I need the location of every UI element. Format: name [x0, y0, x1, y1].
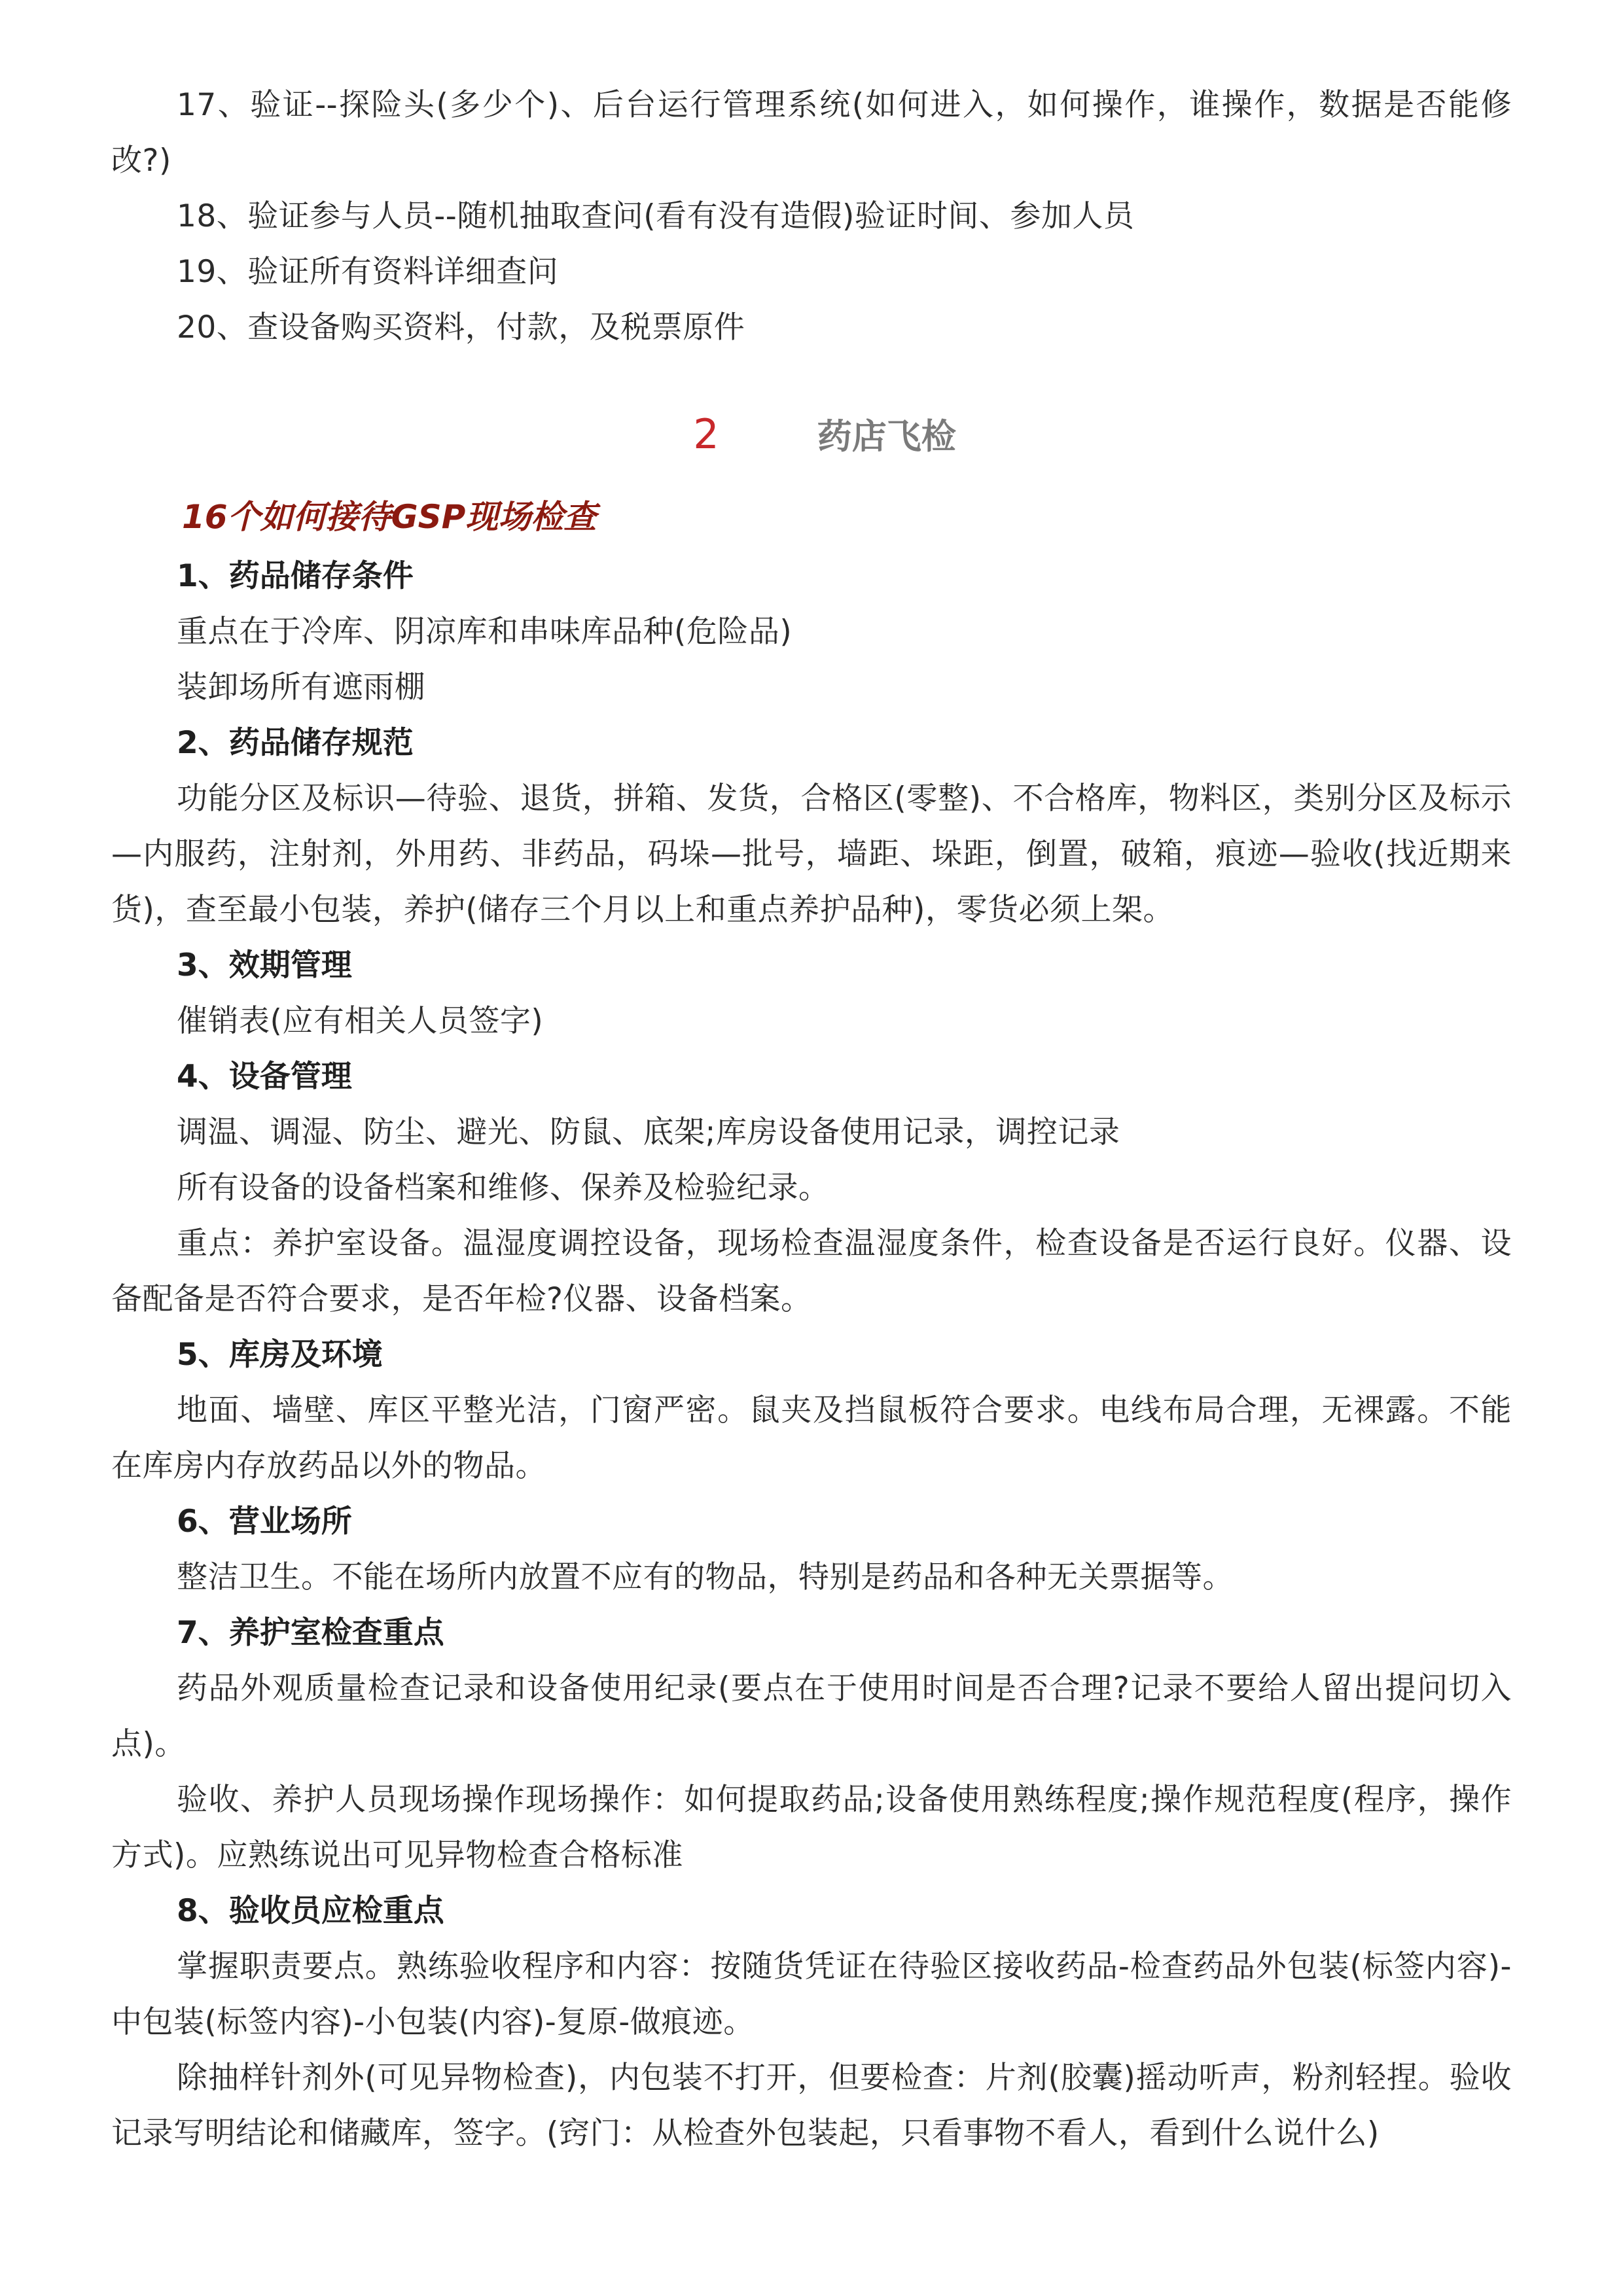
- topic-paragraph: 所有设备的设备档案和维修、保养及检验纪录。: [177, 1170, 830, 1206]
- topic-paragraph: 整洁卫生。不能在场所内放置不应有的物品，特别是药品和各种无关票据等。: [177, 1559, 1234, 1595]
- topic-heading: 2、药品储存规范: [177, 725, 414, 761]
- section-label: 药店飞检: [817, 417, 956, 457]
- topic-paragraph: 调温、调湿、防尘、避光、防鼠、底架;库房设备使用记录，调控记录: [177, 1114, 1120, 1150]
- topic-heading: 6、营业场所: [177, 1504, 352, 1540]
- topic-heading: 3、效期管理: [177, 947, 352, 983]
- topic-paragraph: 装卸场所有遮雨棚: [177, 669, 425, 705]
- topic-paragraph: 除抽样针剂外(可见异物检查)，内包装不打开，但要检查：片剂(胶囊)摇动听声，粉剂轻捏。验收记录写明结论和储藏库，签字。(窍门：从检查外包装起，只看事物不看人，看到什么说什么): [111, 2060, 1512, 2151]
- topic-2: [111, 715, 1512, 938]
- section-title: [111, 391, 1512, 476]
- intro-item: 19、验证所有资料详细查问: [177, 254, 559, 290]
- section-number: 2: [693, 410, 719, 458]
- topic-paragraph: 重点在于冷库、阴凉库和串味库品种(危险品): [177, 614, 793, 650]
- intro-item: 17、验证--探险头(多少个)、后台运行管理系统(如何进入，如何操作，谁操作，数据是否能修改?): [111, 87, 1512, 179]
- topic-6: [111, 1494, 1512, 1605]
- intro-list: [111, 77, 1512, 355]
- topic-5: [111, 1327, 1512, 1494]
- topic-4: [111, 1049, 1512, 1327]
- topic-8: [111, 1883, 1512, 2161]
- intro-item: 20、查设备购买资料，付款，及税票原件: [177, 309, 745, 345]
- topic-paragraph: 验收、养护人员现场操作现场操作：如何提取药品;设备使用熟练程度;操作规范程度(程序，操作方式)。应熟练说出可见异物检查合格标准: [111, 1782, 1512, 1873]
- document-page: [111, 77, 1512, 2161]
- topic-paragraph: 重点：养护室设备。温湿度调控设备，现场检查温湿度条件，检查设备是否运行良好。仪器、设备配备是否符合要求，是否年检?仪器、设备档案。: [111, 1226, 1512, 1317]
- topic-heading: 5、库房及环境: [177, 1337, 383, 1373]
- subtitle: 16个如何接待GSP现场检查: [182, 498, 597, 536]
- topic-heading: 7、养护室检查重点: [177, 1615, 444, 1651]
- topic-heading: 4、设备管理: [177, 1059, 352, 1095]
- topic-paragraph: 掌握职责要点。熟练验收程序和内容：按随货凭证在待验区接收药品-检查药品外包装(标签内容)-中包装(标签内容)-小包装(内容)-复原-做痕迹。: [111, 1949, 1512, 2040]
- topic-paragraph: 功能分区及标识—待验、退货，拼箱、发货，合格区(零整)、不合格库，物料区，类别分区及标示—内服药，注射剂，外用药、非药品，码垛—批号，墙距、垛距，倒置，破箱，痕迹—验收(找近期来货)，查至最小包装，养护(储存三个月以上和重点养护品种)，零货必须上架。: [111, 781, 1512, 928]
- topic-paragraph: 药品外观质量检查记录和设备使用纪录(要点在于使用时间是否合理?记录不要给人留出提问切入点)。: [111, 1670, 1512, 1762]
- topic-heading: 8、验收员应检重点: [177, 1893, 444, 1929]
- topic-7: [111, 1605, 1512, 1883]
- topic-paragraph: 催销表(应有相关人员签字): [177, 1003, 544, 1039]
- topic-heading: 1、药品储存条件: [177, 558, 414, 594]
- topic-1: [111, 548, 1512, 715]
- topic-3: [111, 938, 1512, 1049]
- topic-paragraph: 地面、墙壁、库区平整光洁，门窗严密。鼠夹及挡鼠板符合要求。电线布局合理，无裸露。不能在库房内存放药品以外的物品。: [111, 1392, 1512, 1484]
- intro-item: 18、验证参与人员--随机抽取查问(看有没有造假)验证时间、参加人员: [177, 198, 1135, 234]
